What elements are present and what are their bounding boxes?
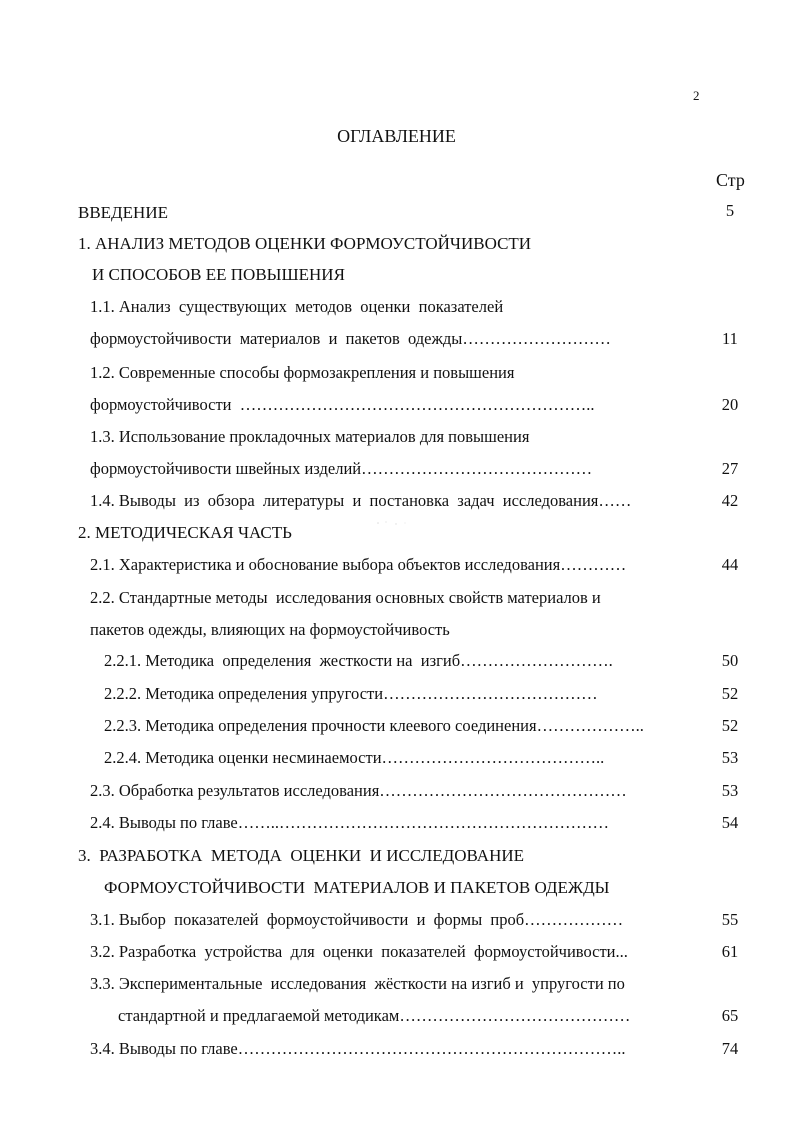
toc-line: 2.1. Характеристика и обоснование выбора объектов исследования………… <box>90 555 627 574</box>
toc-page-number: 11 <box>722 329 738 348</box>
toc-line: 2.2.3. Методика определения прочности клеевого соединения……………….. <box>104 716 644 735</box>
page-column-header: Стр <box>716 170 745 190</box>
toc-line: стандартной и предлагаемой методикам…………………………………… <box>118 1006 631 1025</box>
toc-page-number: 65 <box>721 1006 739 1025</box>
toc-page-number: 54 <box>721 813 739 832</box>
toc-line: 2.4. Выводы по главе……..…………………………………………………… <box>90 813 609 832</box>
toc-line: 3. РАЗРАБОТКА МЕТОДА ОЦЕНКИ И ИССЛЕДОВАНИЕ <box>78 846 525 865</box>
toc-line: 2.2.4. Методика оценки несминаемости………………………………….. <box>104 748 605 767</box>
toc-page-number: 53 <box>721 748 739 767</box>
toc-line: ФОРМОУСТОЙЧИВОСТИ МАТЕРИАЛОВ И ПАКЕТОВ ОДЕЖДЫ <box>104 878 610 897</box>
toc-line: пакетов одежды, влияющих на формоустойчивость <box>90 620 450 639</box>
toc-line: 1.3. Использование прокладочных материалов для повышения <box>90 427 530 446</box>
toc-page-number: 50 <box>721 651 739 670</box>
toc-line: 2.2. Стандартные методы исследования основных свойств материалов и <box>90 588 601 607</box>
toc-page-number: 52 <box>721 716 739 735</box>
toc-line: 3.1. Выбор показателей формоустойчивости и формы проб……………… <box>90 910 624 929</box>
toc-page-number: 74 <box>721 1039 739 1058</box>
page-number: 2 <box>693 88 700 103</box>
toc-line: 2. МЕТОДИЧЕСКАЯ ЧАСТЬ <box>78 523 292 542</box>
toc-page-number: 55 <box>721 910 739 929</box>
toc-line: И СПОСОБОВ ЕЕ ПОВЫШЕНИЯ <box>92 265 345 284</box>
toc-line: 1. АНАЛИЗ МЕТОДОВ ОЦЕНКИ ФОРМОУСТОЙЧИВОСТИ <box>78 234 532 253</box>
toc-page-number: 44 <box>721 555 739 574</box>
toc-line: ВВЕДЕНИЕ <box>78 203 168 222</box>
scan-speck <box>372 520 412 526</box>
toc-line: 1.1. Анализ существующих методов оценки показателей <box>90 297 504 316</box>
toc-line: 3.4. Выводы по главе…………………………………………………………….. <box>90 1039 626 1058</box>
toc-page-number: 27 <box>721 459 739 478</box>
toc-page-number: 61 <box>721 942 739 961</box>
toc-page-number: 52 <box>721 684 739 703</box>
toc-page-number: 53 <box>721 781 739 800</box>
toc-line: формоустойчивости ……………………………………………………….. <box>90 395 595 414</box>
page-title: ОГЛАВЛЕНИЕ <box>337 126 456 146</box>
toc-line: формоустойчивости швейных изделий…………………………………… <box>90 459 593 478</box>
toc-line: 3.2. Разработка устройства для оценки показателей формоустойчивости... <box>90 942 628 961</box>
toc-line: 1.2. Современные способы формозакрепления и повышения <box>90 363 515 382</box>
toc-line: формоустойчивости материалов и пакетов одежды……………………… <box>90 329 611 348</box>
toc-line: 3.3. Экспериментальные исследования жёсткости на изгиб и упругости по <box>90 974 625 993</box>
toc-page-number: 5 <box>725 201 735 220</box>
toc-line: 2.3. Обработка результатов исследования……………………………………… <box>90 781 627 800</box>
toc-page-number: 42 <box>721 491 739 510</box>
toc-page-number: 20 <box>721 395 739 414</box>
toc-line: 2.2.1. Методика определения жесткости на изгиб………………………. <box>104 651 613 670</box>
toc-line: 2.2.2. Методика определения упругости………………………………… <box>104 684 598 703</box>
toc-line: 1.4. Выводы из обзора литературы и постановка задач исследования…… <box>90 491 632 510</box>
